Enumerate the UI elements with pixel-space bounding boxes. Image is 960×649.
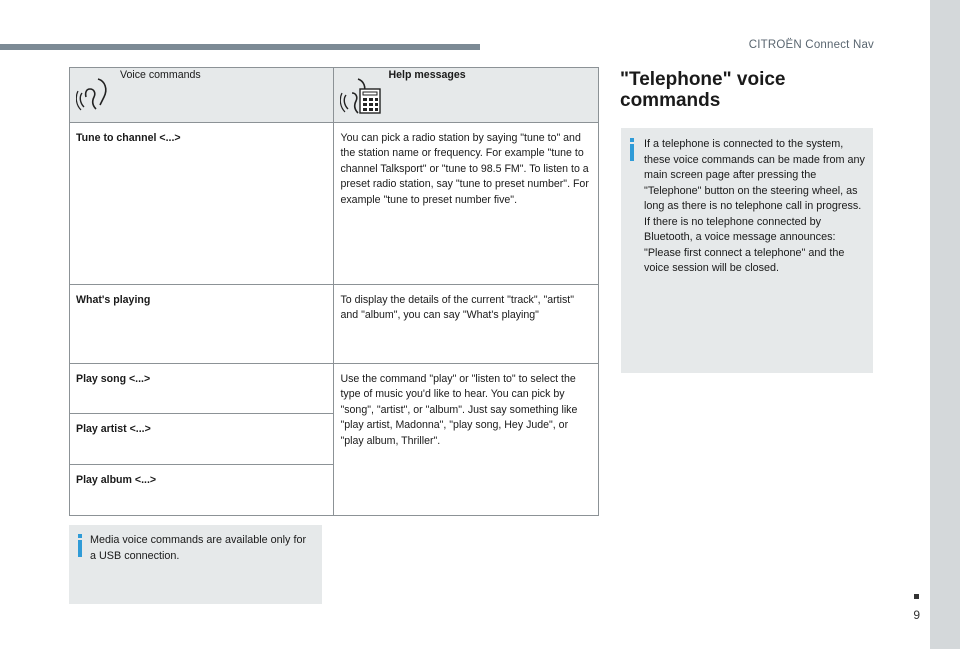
table-header-row [70,68,599,123]
header-help-messages: Help messages [388,69,466,81]
media-note [69,525,322,604]
media-note-text: Media voice commands are available only for a USB connection. [90,534,307,562]
header-cell-commands [70,68,334,123]
command-cell: What's playing [70,284,334,363]
help-cell: To display the details of the current "track", "artist" and "album", you can say "What's playing" [334,284,599,363]
info-icon-dot [630,138,634,142]
continuation-marker [914,594,919,599]
header-voice-commands: Voice commands [120,69,201,81]
table-row [70,122,599,284]
table-row [70,284,599,363]
voice-keypad-icon [340,75,384,123]
header-bar [0,44,480,50]
info-icon [630,144,634,161]
info-icon-dot [78,534,82,538]
page-edge-strip [930,0,960,649]
page-number: 9 [913,608,920,622]
table-row [70,363,599,414]
brand-label: CITROËN Connect Nav [748,39,874,51]
info-icon [78,540,82,557]
command-cell: Tune to channel <...> [70,122,334,284]
telephone-note-para1: If a telephone is connected to the system, these voice commands can be made from any main screen page after pressing the "Telephone" button on the steering wheel, as long as there is no telephone call in progress. [644,138,865,212]
header-cell-help [334,68,599,123]
telephone-note-para2: If there is no telephone connected by Bluetooth, a voice message announces: "Please first connect a telephone" and the voice session will be closed. [644,215,845,274]
help-cell: Use the command "play" or "listen to" to select the type of music you'd like to hear. You can pick by "song", "artist", or "album". Just say something like "play artist, Madonna", "play song, Hey Jude", or "play album, Thriller". [334,363,599,515]
voice-commands-table [69,67,599,516]
command-cell: Play album <...> [70,465,334,516]
help-cell: You can pick a radio station by saying "tune to" and the station name or frequency. For example "tune to channel Talksport" or "tune to 98.5 FM". To listen to a preset radio station, say "tune to preset number". For example "tune to preset number five". [334,122,599,284]
voice-hand-icon [76,75,110,119]
command-cell: Play song <...> [70,363,334,414]
telephone-section-title: "Telephone" voice commands [620,69,786,111]
command-cell: Play artist <...> [70,414,334,465]
telephone-note [621,128,873,373]
